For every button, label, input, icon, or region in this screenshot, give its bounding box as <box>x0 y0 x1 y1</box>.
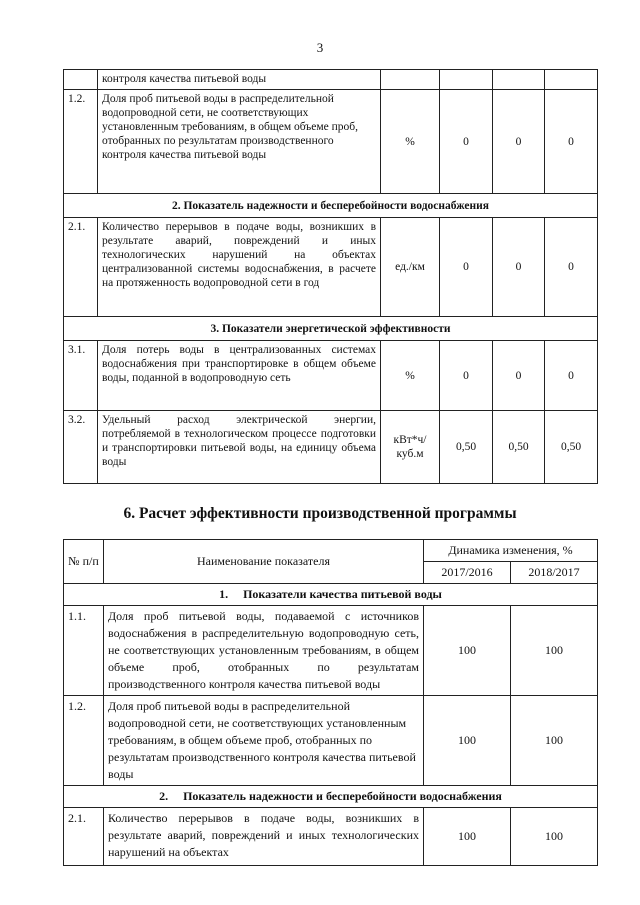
cell-text: Количество перерывов в подаче воды, возникших в результате аварий, повреждений и иных технологических нарушений на объектах <box>104 808 424 866</box>
table-row <box>64 341 598 411</box>
cell-unit: % <box>381 90 440 194</box>
cell-num <box>64 70 98 90</box>
section-heading: 6. Расчет эффективности производственной программы <box>123 505 517 522</box>
table-row <box>64 411 598 484</box>
table-row <box>64 808 598 866</box>
cell-text: Доля потерь воды в централизованных системах водоснабжения при транспортировке в общем объеме воды, поданной в водопроводную сеть <box>98 341 381 411</box>
cell-value: 0 <box>440 218 493 317</box>
cell-num: 1.2. <box>64 696 104 786</box>
section-row <box>64 786 598 808</box>
cell-value: 100 <box>511 606 598 696</box>
section-row <box>64 194 598 218</box>
section-row <box>64 584 598 606</box>
cell-num: 1.2. <box>64 90 98 194</box>
cell-value: 0 <box>493 90 545 194</box>
cell-value: 0 <box>440 341 493 411</box>
cell-num: 3.1. <box>64 341 98 411</box>
cell-value: 0 <box>545 90 598 194</box>
page-number: 3 <box>316 40 324 55</box>
cell-text: Доля проб питьевой воды в распределительной водопроводной сети, не соответствующих установленным требованиям, в общем объеме проб, отобранных по результатам производственного контроля качества питьевой воды <box>98 90 381 194</box>
header-year: 2018/2017 <box>511 562 598 584</box>
section-row <box>64 317 598 341</box>
cell-value: 0 <box>545 341 598 411</box>
header-num: № п/п <box>64 540 104 584</box>
efficiency-table <box>63 539 598 866</box>
cell-text: Удельный расход электрической энергии, потребляемой в технологическом процессе подготовки и транспортировки питьевой воды, на единицу объема воды <box>98 411 381 484</box>
cell-unit: ед./км <box>381 218 440 317</box>
cell-unit: кВт*ч/ куб.м <box>381 411 440 484</box>
cell-value: 0,50 <box>493 411 545 484</box>
cell-num: 2.1. <box>64 218 98 317</box>
header-name: Наименование показателя <box>104 540 424 584</box>
cell-value: 100 <box>424 808 511 866</box>
table-row <box>64 218 598 317</box>
table-row <box>64 606 598 696</box>
cell-value: 100 <box>511 808 598 866</box>
table-row <box>64 696 598 786</box>
cell-num: 2.1. <box>64 808 104 866</box>
cell-text: контроля качества питьевой воды <box>98 70 381 90</box>
cell-value: 0,50 <box>545 411 598 484</box>
section-title: 2. Показатель надежности и бесперебойности водоснабжения <box>64 786 598 808</box>
cell-value: 0 <box>440 90 493 194</box>
cell-value: 100 <box>424 696 511 786</box>
section-title: 3. Показатели энергетической эффективности <box>64 317 598 341</box>
cell-value: 0 <box>493 218 545 317</box>
section-title: 1. Показатели качества питьевой воды <box>64 584 598 606</box>
cell-text: Доля проб питьевой воды в распределительной водопроводной сети, не соответствующих установленным требованиям, в общем объеме проб, отобранных по результатам производственного контроля качества питьевой воды <box>104 696 424 786</box>
cell-text: Доля проб питьевой воды, подаваемой с источников водоснабжения в распределительную водопроводную сеть, не соответствующих установленным требованиям, в общем объеме проб, отобранных по результатам производственного контроля качества питьевой воды <box>104 606 424 696</box>
header-dynamics: Динамика изменения, % <box>424 540 598 562</box>
table-row <box>64 90 598 194</box>
cell-text: Количество перерывов в подаче воды, возникших в результате аварий, повреждений и иных технологических нарушений на объектах централизованной системы водоснабжения, в расчете на протяженность водопроводной сети в год <box>98 218 381 317</box>
cell-value: 100 <box>424 606 511 696</box>
cell-num: 3.2. <box>64 411 98 484</box>
cell-num: 1.1. <box>64 606 104 696</box>
cell-value: 100 <box>511 696 598 786</box>
header-year: 2017/2016 <box>424 562 511 584</box>
cell-value: 0,50 <box>440 411 493 484</box>
cell-value: 0 <box>493 341 545 411</box>
cell-value: 0 <box>545 218 598 317</box>
indicators-table <box>63 69 598 484</box>
header-row <box>64 540 598 562</box>
cell-unit: % <box>381 341 440 411</box>
table-row <box>64 70 598 90</box>
section-title: 2. Показатель надежности и бесперебойности водоснабжения <box>64 194 598 218</box>
